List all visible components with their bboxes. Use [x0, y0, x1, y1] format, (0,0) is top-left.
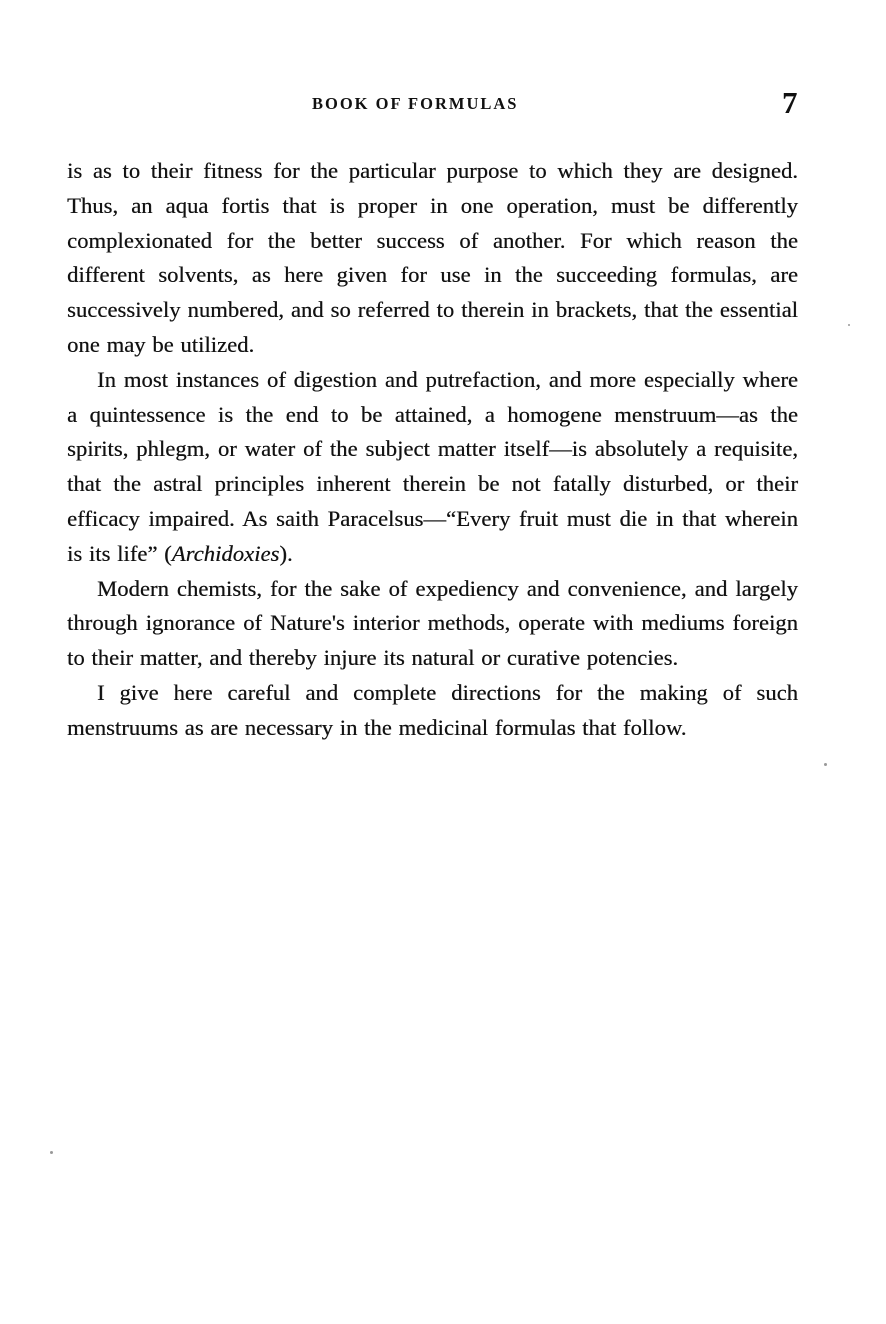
- paragraph-2: [67, 363, 798, 572]
- main-text: [67, 154, 798, 746]
- paragraph-1: is as to their fitness for the particular purpose to which they are designed. Thus, an aqua fortis that is proper in one operation, must be differently complexionated for the better success of another. For which reason the different solvents, as here given for use in the succeeding formulas, are successively numbered, and so referred to therein in brackets, that the essential one may be utilized.: [67, 158, 798, 357]
- italic-title: Archidoxies: [171, 540, 280, 566]
- paragraph-2-ending: ).: [279, 540, 293, 566]
- paragraph-4: I give here careful and complete directions for the making of such menstruums as are necessary in the medicinal formulas that follow.: [67, 679, 798, 740]
- paragraph-3: Modern chemists, for the sake of expediency and convenience, and largely through ignorance of Nature's interior methods, operate with mediums foreign to their matter, and thereby injure its natural or curative potencies.: [67, 575, 798, 671]
- running-head: [0, 85, 886, 122]
- running-title: BOOK OF FORMULAS: [312, 94, 519, 113]
- print-speck: [50, 1151, 53, 1154]
- paragraph-2-text: In most instances of digestion and putrefaction, and more especially where a quintessence is the end to be attained, a homogene menstruum—as the spirits, phlegm, or water of the subject matter itself—is absolutely a requisite, that the astral principles inherent therein be not fatally disturbed, or their efficacy impaired. As saith Paracelsus—“Every fruit must die in that wherein is its life” (: [67, 366, 798, 566]
- page-number: 7: [782, 85, 798, 120]
- print-speck: [848, 324, 850, 326]
- print-speck: [824, 763, 827, 766]
